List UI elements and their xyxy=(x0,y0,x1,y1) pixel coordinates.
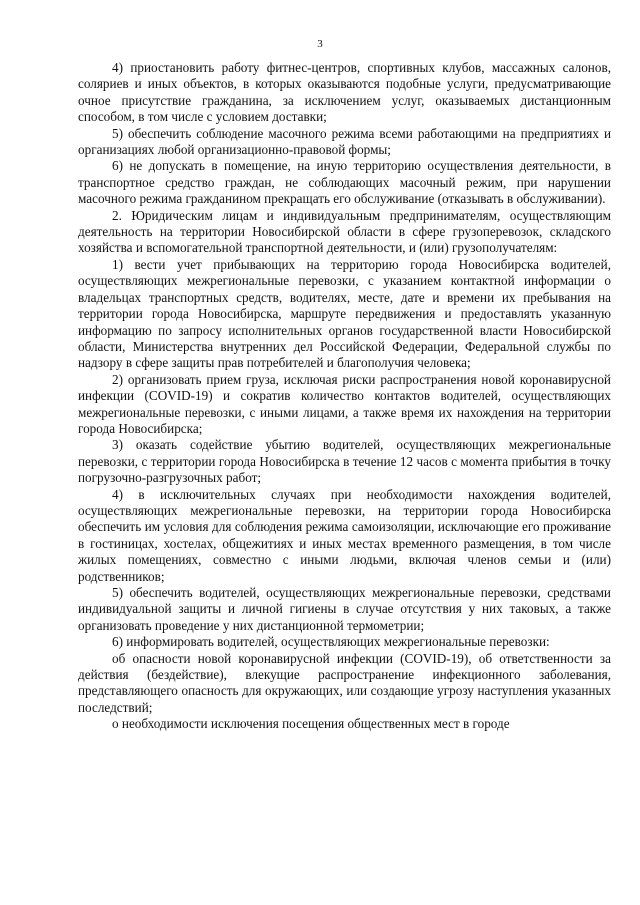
paragraph-section-2: 2. Юридическим лицам и индивидуальным предпринимателям, осуществляющим деятельность на территории Новосибирской области в сфере грузоперевозок, складского хозяйства и вспомогательной транспортной деятельности, и (или) грузополучателям: xyxy=(78,207,611,256)
paragraph-subitem-3: 3) оказать содействие убытию водителей, осуществляющих межрегиональные перевозки, с территории города Новосибирска в течение 12 часов с момента прибытия в точку погрузочно-разгрузочных работ; xyxy=(78,437,611,486)
document-body xyxy=(78,60,611,733)
paragraph-inform-public-places: о необходимости исключения посещения общественных мест в городе xyxy=(112,716,510,732)
paragraph-inform-covid: об опасности новой коронавирусной инфекции (COVID-19), об ответственности за действия (бездействие), влекущие распространение инфекционного заболевания, представляющего опасность для окружающих, или создающие угрозу наступления указанных последствий; xyxy=(78,650,611,715)
paragraph-subitem-5: 5) обеспечить водителей, осуществляющих межрегиональные перевозки, средствами индивидуальной защиты и личной гигиены в случае отсутствия у них таковых, а также организовать проведение у них дистанционной термометрии; xyxy=(78,585,611,633)
paragraph-subitem-6: 6) информировать водителей, осуществляющих межрегиональные перевозки: xyxy=(112,634,550,650)
paragraph-subitem-1: 1) вести учет прибывающих на территорию города Новосибирска водителей, осуществляющих межрегиональные перевозки, с указанием контактной информации о владельцах транспортных средств, водителях, месте, дате и времени их пребывания на территории города Новосибирска, маршруте передвижения и предоставлять указанную информацию по запросу исполнительных органов государственной власти Новосибирской области, Министерства внутренних дел Российской Федерации, Федеральной службы по надзору в сфере защиты прав потребителей и благополучия человека; xyxy=(78,256,611,371)
paragraph-subitem-2: 2) организовать прием груза, исключая риски распространения новой коронавирусной инфекции (COVID-19) и сократив количество контактов водителей, осуществляющих межрегиональные перевозки, с иными лицами, а также время их нахождения на территории города Новосибирска; xyxy=(78,371,611,436)
paragraph-item-4: 4) приостановить работу фитнес-центров, спортивных клубов, массажных салонов, соляриев и иных объектов, в которых оказываются подобные услуги, предусматривающие очное присутствие гражданина, за исключением услуг, оказываемых дистанционным способом, в том числе с условием доставки; xyxy=(78,60,611,125)
paragraph-item-5: 5) обеспечить соблюдение масочного режима всеми работающими на предприятиях и организациях любой организационно-правовой формы; xyxy=(78,125,611,158)
page-number: 3 xyxy=(317,38,323,50)
paragraph-item-6: 6) не допускать в помещение, на иную территорию осуществления деятельности, в транспортное средство граждан, не соблюдающих масочный режим, при нарушении масочного режима гражданином прекращать его обслуживание (отказывать в обслуживании). xyxy=(78,158,611,207)
paragraph-subitem-4: 4) в исключительных случаях при необходимости нахождения водителей, осуществляющих межрегиональные перевозки, на территории города Новосибирска обеспечить им условия для соблюдения режима самоизоляции, исключающие его проживание в гостиницах, хостелах, общежитиях и иных местах временного размещения, в том числе жилых помещениях, совместно с иными людьми, включая членов семьи и (или) родственников; xyxy=(78,486,611,584)
